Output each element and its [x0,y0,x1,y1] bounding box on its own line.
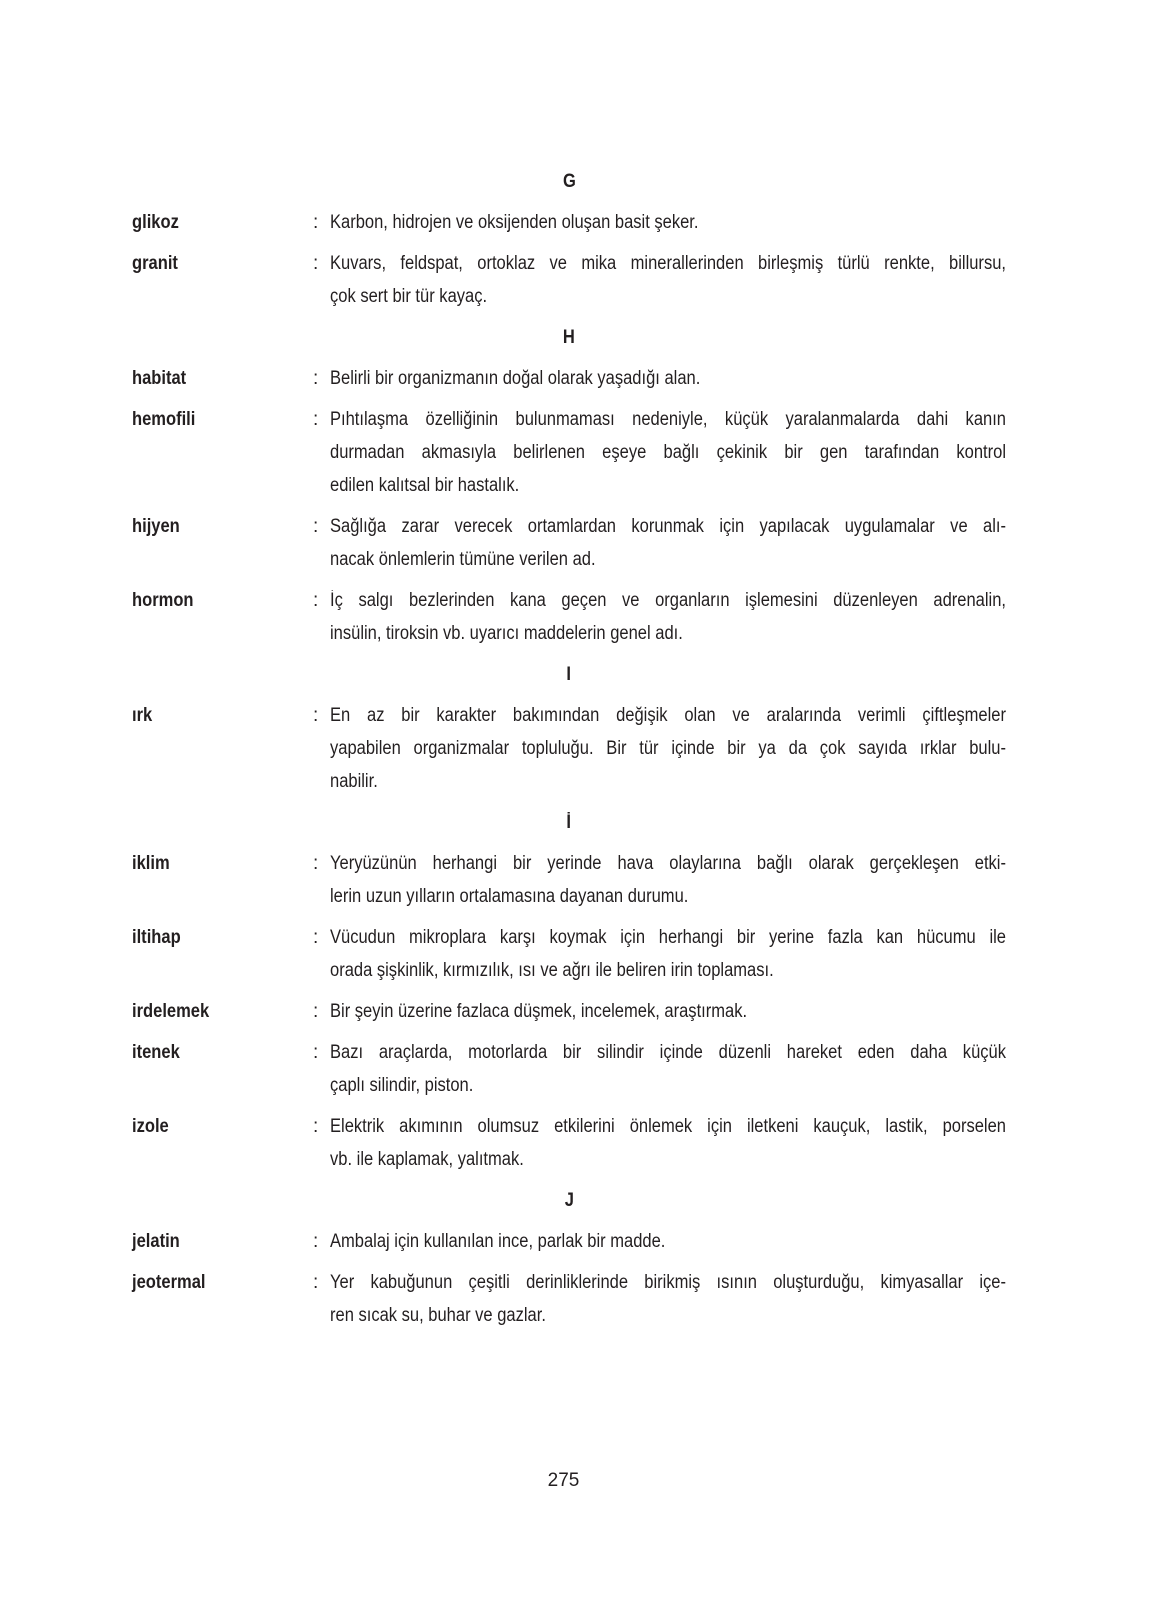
definition-line-text: Elektrik akımının olumsuz etkilerini önlemek için iletkeni kauçuk, lastik, porselen [330,1116,1006,1137]
section-letter-heading [132,658,1006,691]
term-separator: : [313,1116,319,1137]
section-letter: H [563,327,575,348]
term-separator: : [313,705,319,726]
definition-line-text: Vücudun mikroplara karşı koymak için herhangi bir yerine fazla kan hücumu ile [330,927,1006,948]
glossary-entry [132,362,1006,395]
definition-line [330,847,1006,880]
glossary-term: hijyen [132,516,180,537]
definition-line-text: lerin uzun yılların ortalamasına dayanan durumu. [330,886,689,907]
glossary-definition [330,403,1006,502]
definition-line [330,699,1006,732]
definition-line [330,206,1006,239]
glossary-entry [132,847,1006,913]
definition-line [330,617,1006,650]
glossary-term: iltihap [132,927,181,948]
definition-line-text: Karbon, hidrojen ve oksijenden oluşan basit şeker. [330,212,699,233]
definition-line [330,469,1006,502]
term-separator: : [313,212,319,233]
definition-line-text: Bir şeyin üzerine fazlaca düşmek, incelemek, araştırmak. [330,1001,748,1022]
glossary-definition [330,247,1006,313]
glossary-entry [132,403,1006,502]
definition-line-text: İç salgı bezlerinden kana geçen ve organların işlemesini düzenleyen adrenalin, [330,590,1006,611]
definition-line [330,1143,1006,1176]
section-letter: G [562,171,576,192]
glossary-entry [132,1110,1006,1176]
glossary-entry [132,510,1006,576]
glossary-entry [132,1036,1006,1102]
glossary-term: hormon [132,590,194,611]
glossary-term: hemofili [132,409,196,430]
definition-line [330,732,1006,765]
definition-line-text: nabilir. [330,771,378,792]
glossary-definition [330,1266,1006,1332]
section-letter-heading [132,321,1006,354]
glossary-definition [330,699,1006,798]
glossary-definition [330,1036,1006,1102]
glossary-definition [330,206,1006,239]
definition-line-text: orada şişkinlik, kırmızılık, ısı ve ağrı ile beliren irin toplaması. [330,960,774,981]
glossary-term: jelatin [132,1231,180,1252]
glossary-entry [132,1266,1006,1332]
definition-line [330,584,1006,617]
glossary-entry [132,921,1006,987]
section-letter-heading [132,165,1006,198]
glossary-definition [330,510,1006,576]
definition-line-text: nacak önlemlerin tümüne verilen ad. [330,549,596,570]
definition-line [330,880,1006,913]
section-letter: İ [566,812,572,833]
definition-line [330,765,1006,798]
term-separator: : [313,1042,319,1063]
definition-line [330,543,1006,576]
glossary-entry [132,995,1006,1028]
term-separator: : [313,253,319,274]
glossary-term: glikoz [132,212,179,233]
glossary-term: granit [132,253,178,274]
term-separator: : [313,1231,319,1252]
glossary-definition [330,1225,1006,1258]
definition-line-text: insülin, tiroksin vb. uyarıcı maddelerin genel adı. [330,623,683,644]
glossary-definition [330,584,1006,650]
definition-line [330,1266,1006,1299]
glossary-term: ırk [132,705,153,726]
term-separator: : [313,1272,319,1293]
term-separator: : [313,590,319,611]
section-letter: J [564,1190,574,1211]
definition-line [330,280,1006,313]
term-separator: : [313,1001,319,1022]
definition-line [330,954,1006,987]
glossary-entry [132,699,1006,798]
definition-line-text: edilen kalıtsal bir hastalık. [330,475,520,496]
definition-line-text: vb. ile kaplamak, yalıtmak. [330,1149,524,1170]
definition-line-text: Yeryüzünün herhangi bir yerinde hava olaylarına bağlı olarak gerçekleşen etki- [330,853,1006,874]
glossary-definition [330,921,1006,987]
glossary-entry [132,247,1006,313]
definition-line [330,1110,1006,1143]
term-separator: : [313,927,319,948]
glossary-term: jeotermal [132,1272,206,1293]
definition-line-text: yapabilen organizmalar topluluğu. Bir tür içinde bir ya da çok sayıda ırklar bulu- [330,738,1006,759]
glossary-term: habitat [132,368,187,389]
term-separator: : [313,368,319,389]
definition-line-text: çok sert bir tür kayaç. [330,286,488,307]
glossary-entry [132,1225,1006,1258]
definition-line [330,1299,1006,1332]
definition-line-text: Belirli bir organizmanın doğal olarak yaşadığı alan. [330,368,701,389]
definition-line-text: ren sıcak su, buhar ve gazlar. [330,1305,546,1326]
definition-line [330,362,1006,395]
definition-line-text: En az bir karakter bakımından değişik olan ve aralarında verimli çiftleşmeler [330,705,1006,726]
glossary-term: iklim [132,853,170,874]
definition-line-text: Bazı araçlarda, motorlarda bir silindir içinde düzenli hareket eden daha küçük [330,1042,1006,1063]
glossary-definition [330,847,1006,913]
glossary-entry [132,206,1006,239]
term-separator: : [313,853,319,874]
glossary-term: itenek [132,1042,180,1063]
section-letter-heading [132,1184,1006,1217]
glossary-definition [330,1110,1006,1176]
definition-line [330,921,1006,954]
section-letter: I [566,664,572,685]
definition-line-text: Yer kabuğunun çeşitli derinliklerinde birikmiş ısının oluşturduğu, kimyasallar içe- [330,1272,1006,1293]
definition-line [330,1225,1006,1258]
term-separator: : [313,409,319,430]
glossary-term: izole [132,1116,169,1137]
definition-line-text: çaplı silindir, piston. [330,1075,474,1096]
definition-line [330,436,1006,469]
glossary-definition [330,995,1006,1028]
definition-line [330,403,1006,436]
definition-line-text: Pıhtılaşma özelliğinin bulunmaması nedeniyle, küçük yaralanmalarda dahi kanın [330,409,1006,430]
section-letter-heading [132,806,1006,839]
definition-line [330,995,1006,1028]
term-separator: : [313,516,319,537]
definition-line-text: Kuvars, feldspat, ortoklaz ve mika minerallerinden birleşmiş türlü renkte, billursu, [330,253,1006,274]
definition-line [330,1036,1006,1069]
definition-line [330,510,1006,543]
definition-line-text: Sağlığa zarar verecek ortamlardan korunmak için yapılacak uygulamalar ve alı- [330,516,1006,537]
glossary-term: irdelemek [132,1001,210,1022]
definition-line-text: Ambalaj için kullanılan ince, parlak bir madde. [330,1231,666,1252]
definition-line [330,1069,1006,1102]
glossary [132,157,1006,1340]
glossary-entry [132,584,1006,650]
page-number: 275 [547,1470,580,1491]
glossary-definition [330,362,1006,395]
definition-line-text: durmadan akmasıyla belirlenen eşeye bağlı çekinik bir gen tarafından kontrol [330,442,1006,463]
definition-line [330,247,1006,280]
